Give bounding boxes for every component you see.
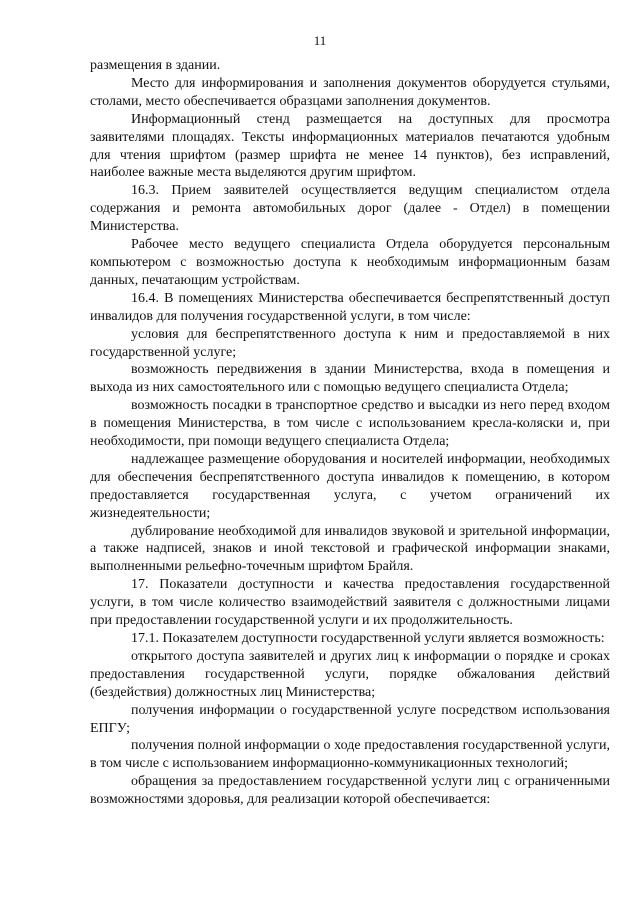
paragraph: открытого доступа заявителей и других лиц к информации о порядке и сроках предоставления государственной услуги, порядке обжалования действий (бездействия) должностных лиц Министерства; xyxy=(90,648,610,700)
paragraph: 17.1. Показателем доступности государственной услуги является возможность: xyxy=(131,631,605,646)
paragraph: 16.3. Прием заявителей осуществляется ведущим специалистом отдела содержания и ремонта автомобильных дорог (далее - Отдел) в помещении Министерства. xyxy=(90,183,610,235)
paragraph: Место для информирования и заполнения документов оборудуется стульями, столами, место обеспечивается образцами заполнения документов. xyxy=(90,75,610,109)
document-body xyxy=(90,57,610,809)
paragraph: возможность передвижения в здании Министерства, входа в помещения и выхода из них самостоятельного или с помощью ведущего специалиста Отдела; xyxy=(90,362,610,396)
page-number: 11 xyxy=(313,33,327,48)
paragraph: дублирование необходимой для инвалидов звуковой и зрительной информации, а также надписей, знаков и иной текстовой и графической информации знаками, выполненными рельефно-точечным шрифтом Брайля. xyxy=(90,523,610,575)
paragraph: размещения в здании. xyxy=(90,58,221,73)
paragraph: Рабочее место ведущего специалиста Отдела оборудуется персональным компьютером с возможностью доступа к необходимым информационным базам данных, печатающим устройствам. xyxy=(90,237,610,288)
paragraph: получения информации о государственной услуге посредством использования ЕПГУ; xyxy=(90,702,610,736)
paragraph: 16.4. В помещениях Министерства обеспечивается беспрепятственный доступ инвалидов для получения государственной услуги, в том числе: xyxy=(90,290,610,324)
paragraph: получения полной информации о ходе предоставления государственной услуги, в том числе с использованием информационно-коммуникационных технологий; xyxy=(90,738,610,772)
paragraph: условия для беспрепятственного доступа к ним и предоставляемой в них государственной услуге; xyxy=(90,326,610,360)
paragraph: 17. Показатели доступности и качества предоставления государственной услуги, в том числе количество взаимодействий заявителя с должностными лицами при предоставлении государственной услуги и их продолжительность. xyxy=(90,577,610,629)
paragraph: надлежащее размещение оборудования и носителей информации, необходимых для обеспечения беспрепятственного доступа инвалидов к помещению, в котором предоставляется государственная услуга, с учетом ограничений их жизнедеятельности; xyxy=(90,451,610,521)
paragraph: Информационный стенд размещается на доступных для просмотра заявителями площадях. Тексты информационных материалов печатаются удобным для чтения шрифтом (размер шрифта не менее 14 пунктов), без исправлений, наиболее важные места выделяются другим шрифтом. xyxy=(90,111,610,181)
paragraph: возможность посадки в транспортное средство и высадки из него перед входом в помещения Министерства, в том числе с использованием кресла-коляски и, при необходимости, при помощи ведущего специалиста Отдела; xyxy=(90,398,610,450)
paragraph: обращения за предоставлением государственной услуги лиц с ограниченными возможностями здоровья, для реализации которой обеспечивается: xyxy=(90,774,610,808)
